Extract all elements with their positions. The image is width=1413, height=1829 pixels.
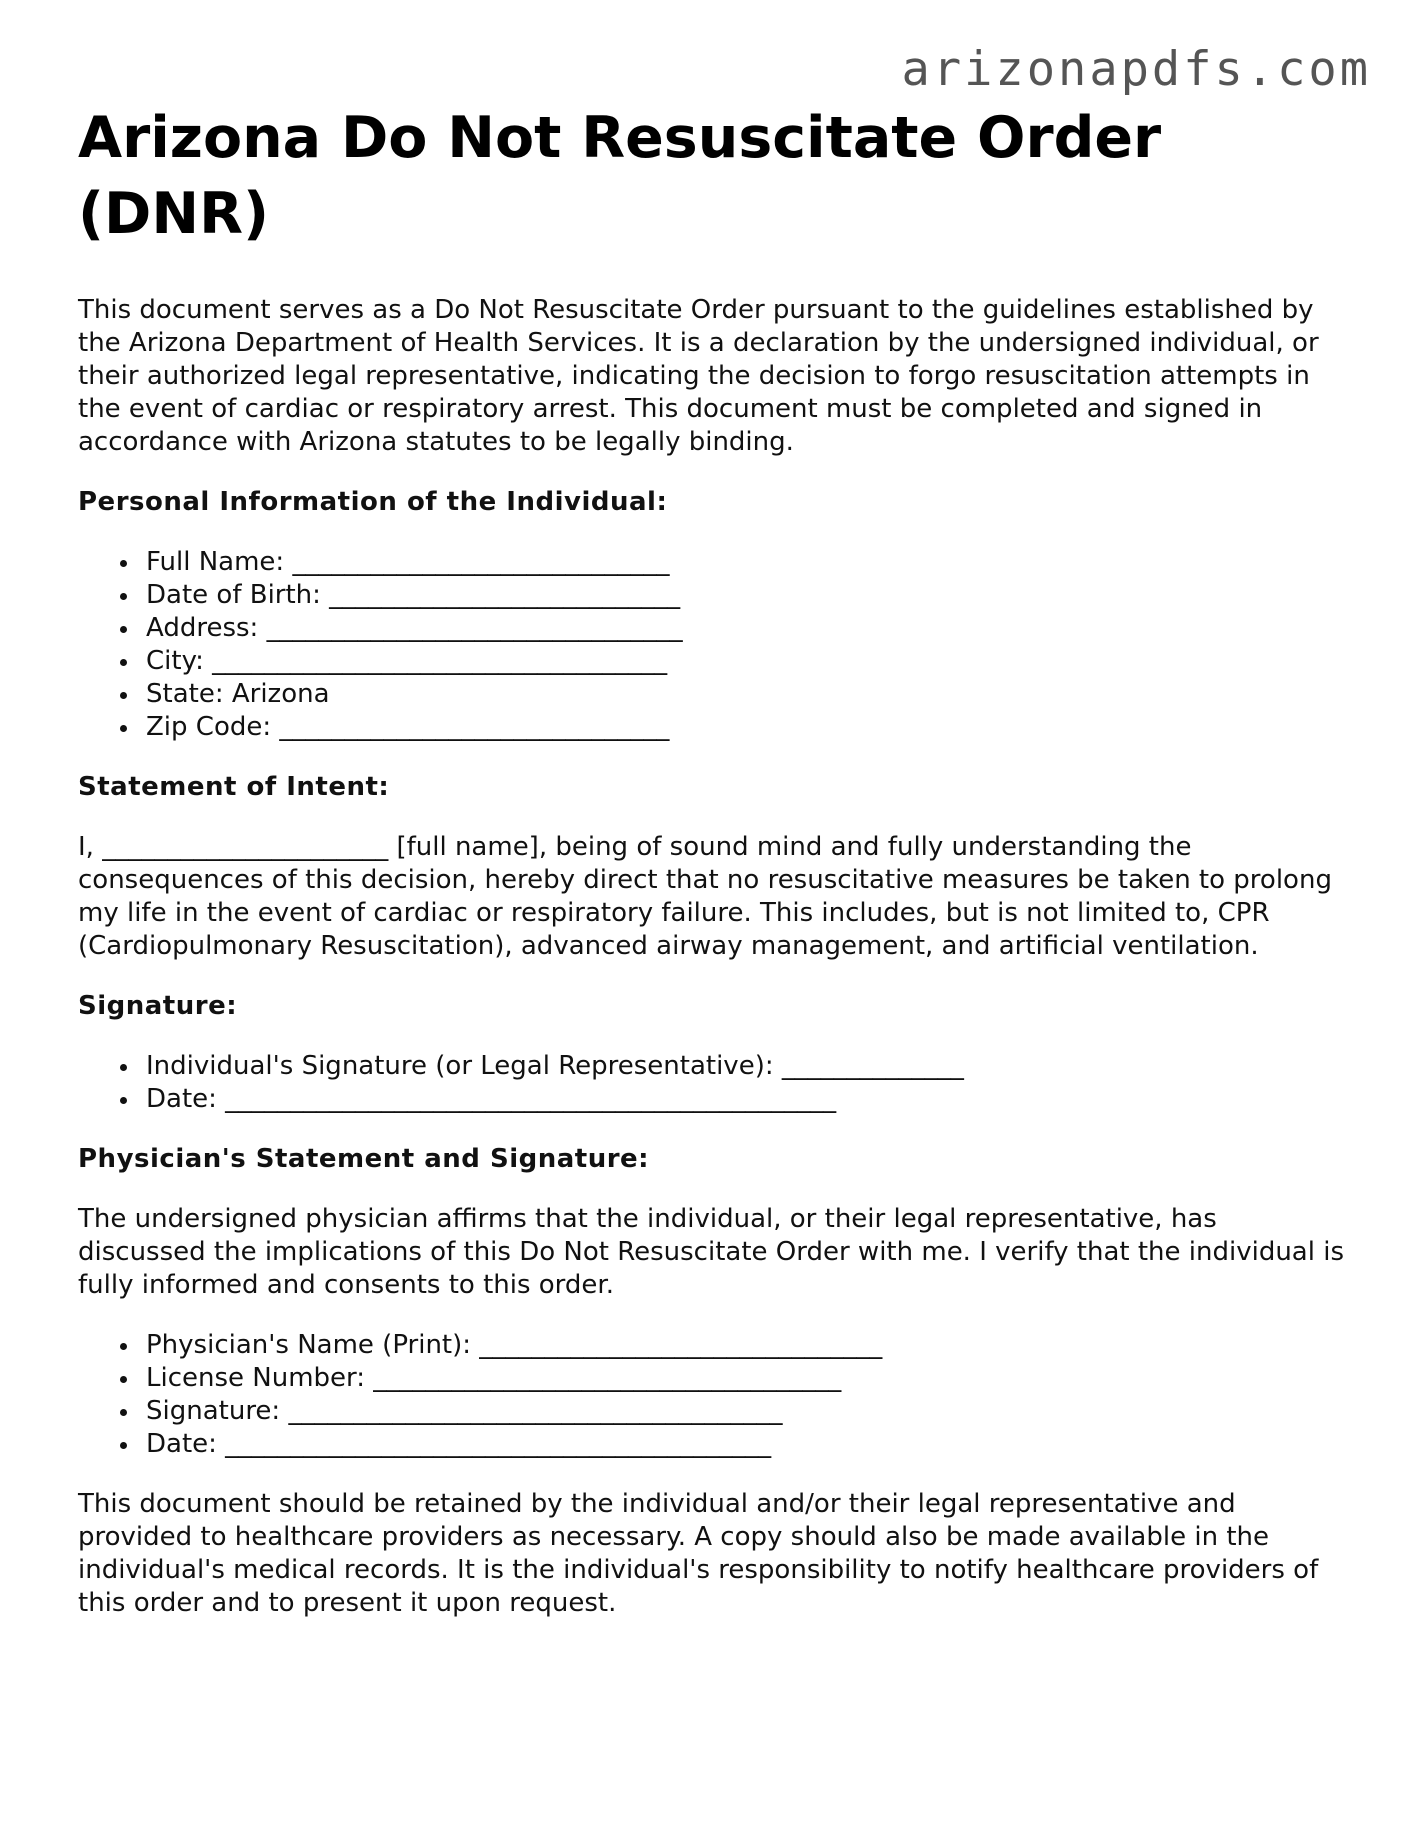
document-body xyxy=(78,100,1348,1647)
physician-heading: Physician's Statement and Signature: xyxy=(78,1144,650,1174)
intro-paragraph: This document serves as a Do Not Resuscitate Order pursuant to the guidelines established by the Arizona Department of Health Services. It is a declaration by the undersigned individual, or their authorized legal representative, indicating the decision to forgo resuscitation attempts in the event of cardiac or respiratory arrest. This document must be completed and signed in accordance with Arizona statutes to be legally binding. xyxy=(78,295,1319,457)
intent-heading: Statement of Intent: xyxy=(78,772,390,802)
physician-name-field: Physician's Name (Print): _______________________________ xyxy=(146,1329,1348,1362)
city-field: City: ___________________________________ xyxy=(146,645,1348,678)
state-field: State: Arizona xyxy=(146,678,1348,711)
signature-heading: Signature: xyxy=(78,991,238,1021)
date-of-birth-field: Date of Birth: ___________________________ xyxy=(146,579,1348,612)
physician-paragraph: The undersigned physician affirms that the individual, or their legal representative, has discussed the implications of this Do Not Resuscitate Order with me. I verify that the individual is fully informed and consents to this order. xyxy=(78,1204,1345,1300)
signature-list xyxy=(78,1050,1348,1116)
personal-info-list xyxy=(78,546,1348,744)
personal-info-heading: Personal Information of the Individual: xyxy=(78,487,668,517)
site-watermark: arizonapdfs.com xyxy=(901,42,1371,97)
license-number-field: License Number: ____________________________________ xyxy=(146,1362,1348,1395)
individual-signature-field: Individual's Signature (or Legal Representative): ______________ xyxy=(146,1050,1348,1083)
zip-code-field: Zip Code: ______________________________ xyxy=(146,711,1348,744)
physician-date-field: Date: __________________________________________ xyxy=(146,1428,1348,1461)
full-name-field: Full Name: _____________________________ xyxy=(146,546,1348,579)
signature-date-field: Date: _______________________________________________ xyxy=(146,1083,1348,1116)
physician-list xyxy=(78,1329,1348,1461)
intent-paragraph: I, ______________________ [full name], being of sound mind and fully understanding the consequences of this decision, hereby direct that no resuscitative measures be taken to prolong my life in the event of cardiac or respiratory failure. This includes, but is not limited to, CPR (Cardiopulmonary Resuscitation), advanced airway management, and artificial ventilation. xyxy=(78,832,1332,961)
address-field: Address: ________________________________ xyxy=(146,612,1348,645)
page-title: Arizona Do Not Resuscitate Order (DNR) xyxy=(78,105,1162,247)
closing-paragraph: This document should be retained by the individual and/or their legal representative and provided to healthcare providers as necessary. A copy should also be made available in the individual's medical records. It is the individual's responsibility to notify healthcare providers of this order and to present it upon request. xyxy=(78,1489,1319,1618)
physician-signature-field: Signature: ______________________________________ xyxy=(146,1395,1348,1428)
